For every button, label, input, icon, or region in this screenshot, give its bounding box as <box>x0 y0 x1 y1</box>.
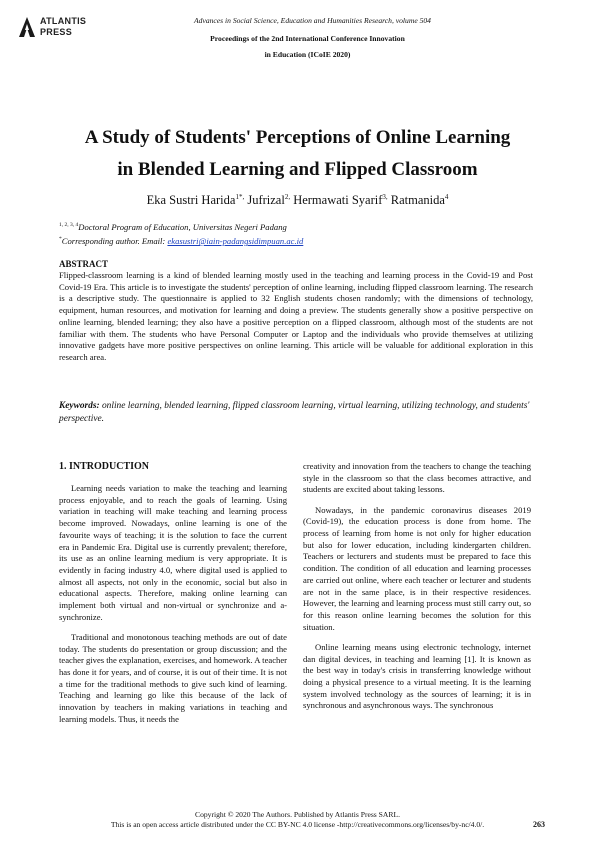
keywords-text: online learning, blended learning, flipped classroom learning, virtual learning, utilizing technology, and students' perspective. <box>59 401 530 424</box>
corresponding-email-link[interactable]: ekasustri@iain-padangsidimpuan.ac.id <box>167 235 304 246</box>
page-number: 263 <box>533 820 545 829</box>
author-mark: 1*, <box>235 193 245 201</box>
paragraph: creativity and innovation from the teachers to change the teaching style in the classroom so that the class becomes attractive, and students are excited about taking lessons. <box>303 461 531 495</box>
abstract-text: Flipped-classroom learning is a kind of blended learning mostly used in the teaching and learning process in the Covid-19 and Post Covid-19 Era. This article is to investigate the students' perception of online learning, including flipped classroom learning. The research is a descriptive study. The questionnaire is applied to 32 English students chosen randomly; with the dimensions of technology, equipment, human resources, and motivation for learning and doing a preview. The students generally show a positive perspective on online learning, blended learning; they also have a positive perception on a flipped classroom, although most of the students are not familiar with them. The students who have Personal Computer or Laptop and the individuals who provide themselves at utilizing innovative gadgets have more positive perspectives on online learning. This article will be valuable for additional exploration in this research area. <box>59 270 533 362</box>
author-mark: 3, <box>382 193 388 201</box>
paragraph: Online learning means using electronic technology, internet dan digital devices, in teaching and learning [1]. It is known as the best way in today's crisis in transferring knowledge without doing a physical presence to a virtual meeting. It is the learning system involved technology as the sources of learning; it is in synchronous and asynchronous ways. The synchronous <box>303 641 531 711</box>
left-column <box>59 483 287 734</box>
paper-title-line1: A Study of Students' Perceptions of Online Learning <box>84 127 511 148</box>
keywords-label: Keywords: <box>59 401 100 411</box>
right-column <box>303 461 531 721</box>
author-name: Hermawati Syarif <box>293 193 383 208</box>
corresponding-label: Corresponding author. Email: <box>61 235 168 246</box>
section-heading: 1. INTRODUCTION <box>59 461 150 472</box>
paper-title-line2: in Blended Learning and Flipped Classroom <box>117 159 478 180</box>
paragraph: Traditional and monotonous teaching methods are out of date today. The students do presentation or group discussion; and the teacher gives the explanation, exercises, and homework. A teacher has done it for years, and of course, it is out of their time. It is not a time for the traditional methods to give such kind of learning. Teaching and learning go like this because of the lack of innovation by teachers in making variations in teaching and learning models. Thus, it needs the <box>59 631 287 724</box>
affiliation-text: Doctoral Program of Education, Universitas Negeri Padang <box>78 221 287 232</box>
series-title: Advances in Social Science, Education and Humanities Research, volume 504 <box>194 16 431 25</box>
corresponding-mark: * <box>59 236 62 242</box>
footer-copyright: Copyright © 2020 The Authors. Published by Atlantis Press SARL. <box>195 810 400 819</box>
affiliation <box>59 220 287 233</box>
paragraph: Learning needs variation to make the teaching and learning process enjoyable, and to reach the goals of learning. Using variation in teaching will make teaching and learning process become improved. Nowadays, online learning is one of the favourite ways of teaching; it is the solution to face the current era in Pandemic Era. Digital use is currently prevalent; therefore, its use as an online learning medium is very appropriate. It is evidently in facing industry 4.0, where digital used is applied to almost all aspects, not only in the economic, social but also in educational aspects. Therefore, making online learning can implement both virtual and non-virtual or synchronize and a-synchronize. <box>59 483 287 622</box>
author-name: Jufrizal <box>247 193 285 208</box>
author-mark: 2, <box>284 193 291 201</box>
corresponding-author <box>59 234 303 247</box>
publisher-name-line1: ATLANTIS <box>40 16 87 26</box>
conference-title: in Education (ICoIE 2020) <box>264 50 351 59</box>
affiliation-marks: 1, 2, 3, 4 <box>59 222 79 228</box>
author-list <box>40 190 555 207</box>
author-name: Ratmanida <box>390 193 445 208</box>
proceedings-title: Proceedings of the 2nd International Conference Innovation <box>210 34 405 43</box>
author-name: Eka Sustri Harida <box>146 193 236 208</box>
author-mark: 4 <box>444 193 449 201</box>
keywords <box>59 400 533 425</box>
publisher-name-line2: PRESS <box>40 27 73 37</box>
abstract-heading: ABSTRACT <box>59 259 109 269</box>
paragraph: Nowadays, in the pandemic coronavirus diseases 2019 (Covid-19), the education process is done from home. The process of learning from home is not only for higher education but also for lower education, including kindergarten children. Teachers or lecturers and students must be prepared to face this condition. The condition of all education and learning processes are carried out online, where each teacher or lecturer and students are not in the same place, is in their respective residences. However, the learning and learning process must still carry out, so for this reason online learning becomes the solution for this situation. <box>303 504 531 632</box>
footer-license: This is an open access article distributed under the CC BY-NC 4.0 license -http://creativecommons.org/licenses/by-nc/4.0/. <box>110 820 485 829</box>
